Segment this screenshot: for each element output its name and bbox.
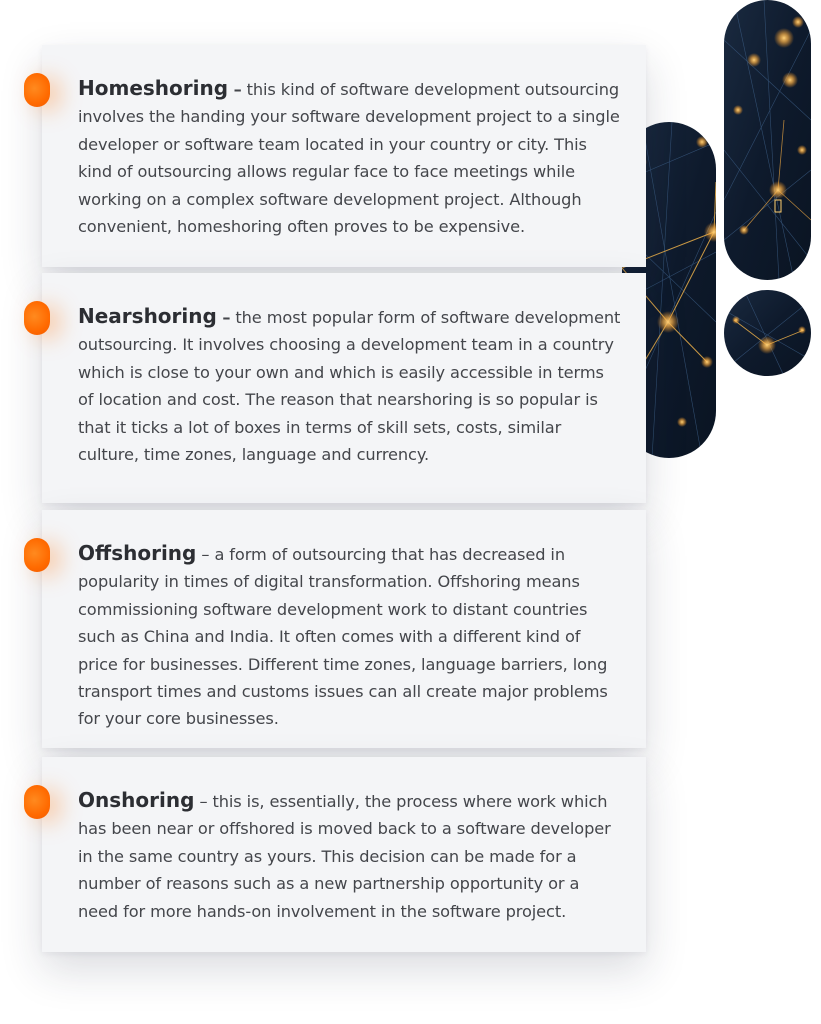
card-dash: – bbox=[228, 80, 242, 99]
card-term: Nearshoring bbox=[78, 304, 217, 328]
card-text: this kind of software development outsourcing involves the handing your software development project to a single developer or software team located in your country or city. This kind of outsourcing allows regular face to face meetings while working on a complex software development project. Although convenient, homeshoring often proves to be expensive. bbox=[78, 80, 620, 237]
network-image-small bbox=[724, 290, 811, 376]
card-offshoring bbox=[42, 510, 646, 748]
card-paragraph bbox=[78, 787, 622, 925]
card-text: the most popular form of software development outsourcing. It involves choosing a development team in a country which is close to your own and which is easily accessible in terms of location and cost. The reason that nearshoring is so popular is that it ticks a lot of boxes in terms of skill sets, costs, similar culture, time zones, language and currency. bbox=[78, 308, 621, 465]
card-homeshoring bbox=[42, 45, 646, 267]
bullet-dot bbox=[24, 538, 50, 572]
card-paragraph bbox=[78, 303, 622, 468]
bullet-dot bbox=[24, 785, 50, 819]
card-text: – this is, essentially, the process where work which has been near or offshored is moved back to a software developer in the same country as yours. This decision can be made for a number of reasons such as a new partnership opportunity or a need for more hands-on involvement in the software project. bbox=[78, 792, 611, 921]
card-term: Onshoring bbox=[78, 788, 195, 812]
network-image-tall bbox=[724, 0, 811, 280]
card-dash: – bbox=[216, 308, 231, 327]
card-nearshoring bbox=[42, 273, 646, 503]
card-text: – a form of outsourcing that has decreased in popularity in times of digital transformation. Offshoring means commissioning software development work to distant countries such as China and India. It often comes with a different kind of price for businesses. Different time zones, language barriers, long transport times and customs issues can all create major problems for your core businesses. bbox=[78, 545, 608, 729]
card-onshoring bbox=[42, 757, 646, 952]
bullet-dot bbox=[24, 301, 50, 335]
card-paragraph bbox=[78, 75, 622, 240]
card-term: Homeshoring bbox=[78, 76, 229, 100]
card-term: Offshoring bbox=[78, 541, 197, 565]
card-paragraph bbox=[78, 540, 622, 733]
bullet-dot bbox=[24, 73, 50, 107]
